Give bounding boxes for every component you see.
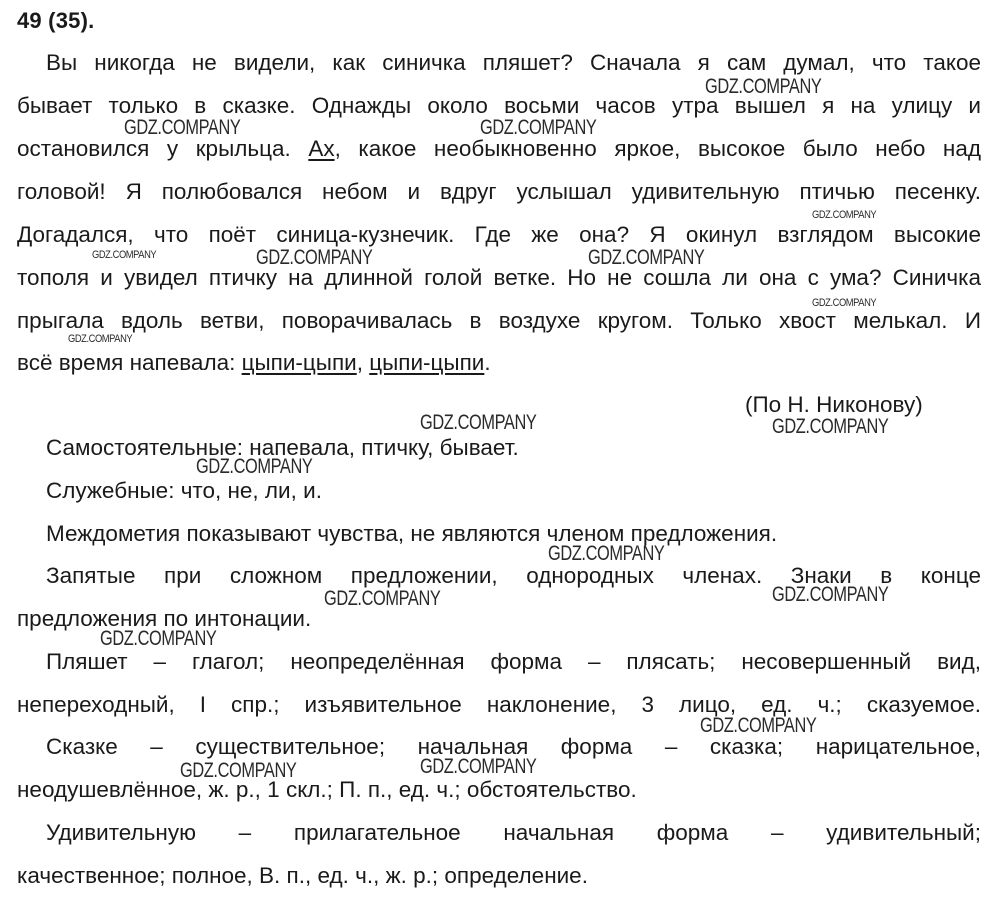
attribution: (По Н. Никонову) — [745, 392, 923, 417]
watermark: GDZ.COMPANY — [68, 333, 133, 345]
watermark: GDZ.COMPANY — [124, 116, 241, 139]
watermark: GDZ.COMPANY — [420, 755, 537, 778]
watermark: GDZ.COMPANY — [180, 759, 297, 782]
answer-function-words: Служебные: что, не, ли, и. — [46, 478, 322, 503]
watermark: GDZ.COMPANY — [705, 75, 822, 98]
watermark: GDZ.COMPANY — [772, 583, 889, 606]
watermark: GDZ.COMPANY — [420, 411, 537, 434]
watermark: GDZ.COMPANY — [100, 627, 217, 650]
passage-line-8-start: всё время напевала: — [17, 350, 242, 375]
answer-independent-words: Самостоятельные: напевала, птичку, бывает. — [46, 435, 519, 460]
answer-noun-line-2: неодушевлённое, ж. р., 1 скл.; П. п., ед. ч.; обстоятельство. — [17, 777, 637, 802]
passage-line-3 — [17, 134, 981, 164]
passage-line-8-sep: , — [356, 350, 370, 375]
answer-adjective-line-1: Удивительную – прилагательное начальная форма – удивительный; — [46, 820, 981, 845]
passage-line-1: Вы никогда не видели, как синичка пляшет? Сначала я сам думал, что такое — [46, 50, 981, 75]
watermark: GDZ.COMPANY — [772, 415, 889, 438]
answer-verb-line-2: непереходный, I спр.; изъявительное наклонение, 3 лицо, ед. ч.; сказуемое. — [17, 692, 981, 717]
passage-line-7: прыгала вдоль ветви, поворачивалась в воздухе кругом. Только хвост мелькал. И — [17, 308, 981, 333]
watermark: GDZ.COMPANY — [324, 587, 441, 610]
answer-adjective-line-2: качественное; полное, В. п., ед. ч., ж. р.; определение. — [17, 863, 588, 888]
passage-line-8-end: . — [484, 350, 491, 375]
watermark: GDZ.COMPANY — [92, 249, 157, 261]
passage-line-6: тополя и увидел птичку на длинной голой ветке. Но не сошла ли она с ума? Синичка — [17, 265, 981, 290]
answer-noun-line-1: Сказке – существительное; начальная форма – сказка; нарицательное, — [46, 734, 981, 759]
answer-interjections: Междометия показывают чувства, не являются членом предложения. — [46, 521, 778, 546]
interjection-tsypi-1: цыпи-цыпи — [241, 350, 357, 375]
answer-verb-line-1: Пляшет – глагол; неопределённая форма – плясать; несовершенный вид, — [46, 649, 981, 674]
watermark: GDZ.COMPANY — [256, 246, 373, 269]
interjection-tsypi-2: цыпи-цыпи — [369, 350, 485, 375]
passage-line-5: Догадался, что поёт синица-кузнечик. Где же она? Я окинул взглядом высокие — [17, 222, 981, 247]
watermark: GDZ.COMPANY — [700, 714, 817, 737]
interjection-ah: Ах — [308, 136, 335, 161]
watermark: GDZ.COMPANY — [196, 455, 313, 478]
passage-line-3-end: , какое необыкновенно яркое, высокое было небо над — [334, 136, 982, 161]
passage-line-4: головой! Я полюбовался небом и вдруг услышал удивительную птичью песенку. — [17, 179, 981, 204]
watermark: GDZ.COMPANY — [812, 297, 877, 309]
watermark: GDZ.COMPANY — [812, 209, 877, 221]
exercise-number: 49 (35). — [17, 8, 95, 33]
watermark: GDZ.COMPANY — [480, 116, 597, 139]
passage-line-2: бывает только в сказке. Однажды около восьми часов утра вышел я на улицу и — [17, 93, 981, 118]
watermark: GDZ.COMPANY — [548, 542, 665, 565]
answer-punctuation-line-1: Запятые при сложном предложении, однородных членах. Знаки в конце — [46, 563, 981, 588]
watermark: GDZ.COMPANY — [588, 246, 705, 269]
answer-punctuation-line-2: предложения по интонации. — [17, 606, 312, 631]
passage-line-8 — [17, 348, 981, 378]
passage-line-3-start: остановился у крыльца. — [17, 136, 309, 161]
